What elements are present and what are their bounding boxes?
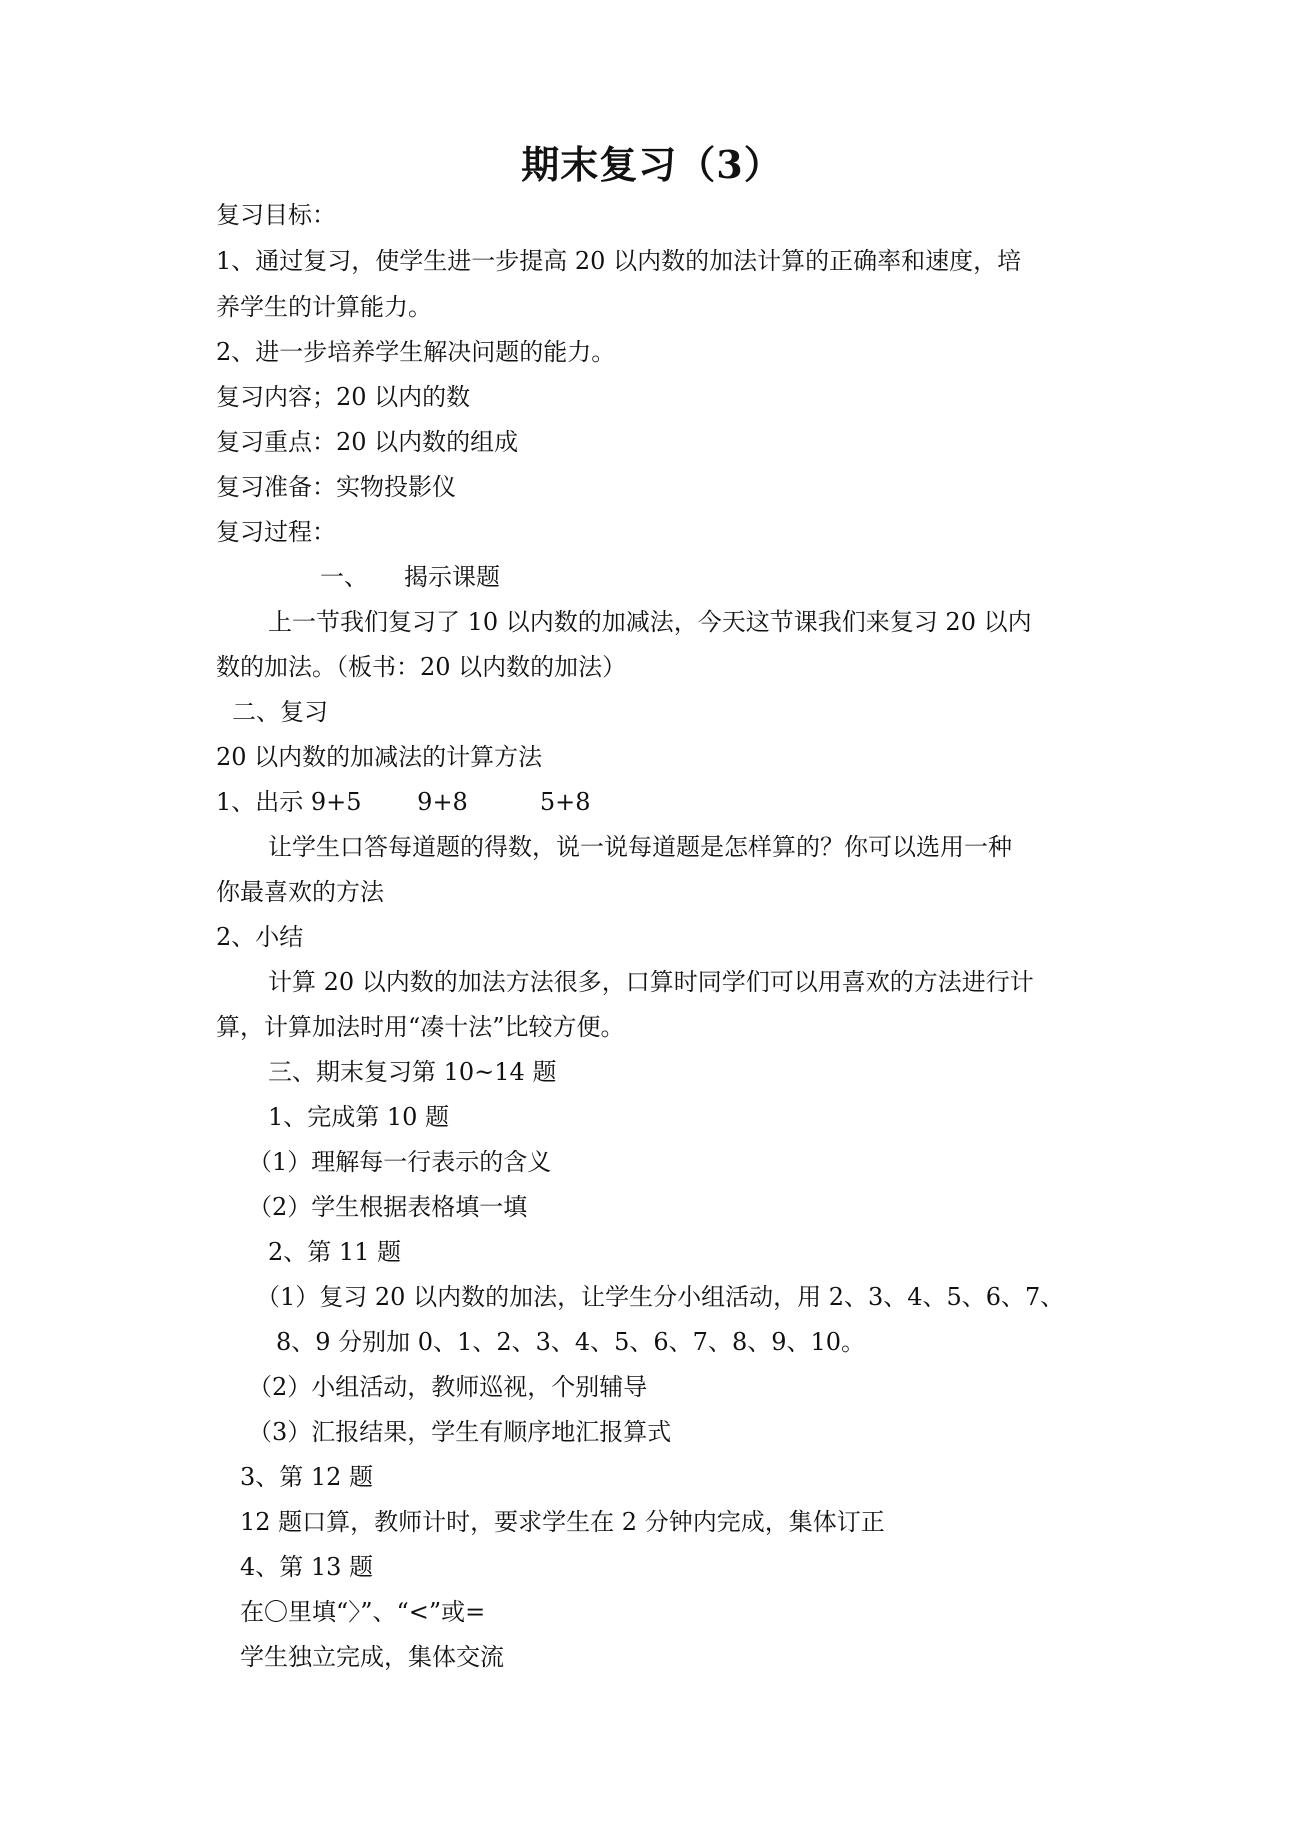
text-line: 养学生的计算能力。 bbox=[216, 293, 432, 321]
text-line: 3、第 12 题 bbox=[240, 1463, 374, 1491]
text-line: 1、出示 9+5 9+8 5+8 bbox=[216, 788, 591, 816]
text-line: 复习内容；20 以内的数 bbox=[216, 383, 471, 411]
text-line: 在〇里填“〉”、“<”或= bbox=[240, 1598, 486, 1626]
text-line: （1）理解每一行表示的含义 bbox=[248, 1148, 552, 1176]
text-line: （1）复习 20 以内数的加法，让学生分小组活动，用 2、3、4、5、6、7、 bbox=[256, 1283, 1065, 1311]
text-line: 2、进一步培养学生解决问题的能力。 bbox=[216, 338, 616, 366]
text-line: 算，计算加法时用“凑十法”比较方便。 bbox=[216, 1013, 625, 1041]
text-line: 数的加法。（板书：20 以内数的加法） bbox=[216, 653, 627, 681]
text-line: 8、9 分别加 0、1、2、3、4、5、6、7、8、9、10。 bbox=[276, 1328, 866, 1356]
text-line: （3）汇报结果，学生有顺序地汇报算式 bbox=[248, 1418, 672, 1446]
text-line: 1、通过复习，使学生进一步提高 20 以内数的加法计算的正确率和速度，培 bbox=[216, 247, 1022, 275]
text-line: 复习重点：20 以内数的组成 bbox=[216, 428, 519, 456]
text-line: 让学生口答每道题的得数，说一说每道题是怎样算的？你可以选用一种 bbox=[268, 833, 1012, 861]
text-line: 复习过程： bbox=[216, 518, 336, 546]
text-line: （2）小组活动，教师巡视，个别辅导 bbox=[248, 1373, 648, 1401]
text-line: 上一节我们复习了 10 以内数的加减法，今天这节课我们来复习 20 以内 bbox=[268, 608, 1032, 636]
text-line: 计算 20 以内数的加法方法很多，口算时同学们可以用喜欢的方法进行计 bbox=[268, 968, 1034, 996]
text-line: 20 以内数的加减法的计算方法 bbox=[216, 743, 543, 771]
text-line: （2）学生根据表格填一填 bbox=[248, 1193, 528, 1221]
text-line: 复习准备：实物投影仪 bbox=[216, 473, 456, 501]
section-heading: 二、复习 bbox=[232, 698, 328, 726]
text-line: 2、第 11 题 bbox=[268, 1238, 402, 1266]
text-line: 1、完成第 10 题 bbox=[268, 1103, 450, 1131]
text-line: 你最喜欢的方法 bbox=[216, 878, 384, 906]
section-heading: 三、期末复习第 10~14 题 bbox=[268, 1058, 557, 1086]
text-line: 2、小结 bbox=[216, 923, 304, 951]
document-title: 期末复习（3） bbox=[521, 142, 783, 187]
text-line: 12 题口算，教师计时，要求学生在 2 分钟内完成，集体订正 bbox=[240, 1508, 885, 1536]
text-line: 学生独立完成，集体交流 bbox=[240, 1643, 504, 1671]
text-line: 复习目标： bbox=[216, 201, 336, 229]
section-heading: 一、 揭示课题 bbox=[320, 563, 500, 591]
text-line: 4、第 13 题 bbox=[240, 1553, 374, 1581]
